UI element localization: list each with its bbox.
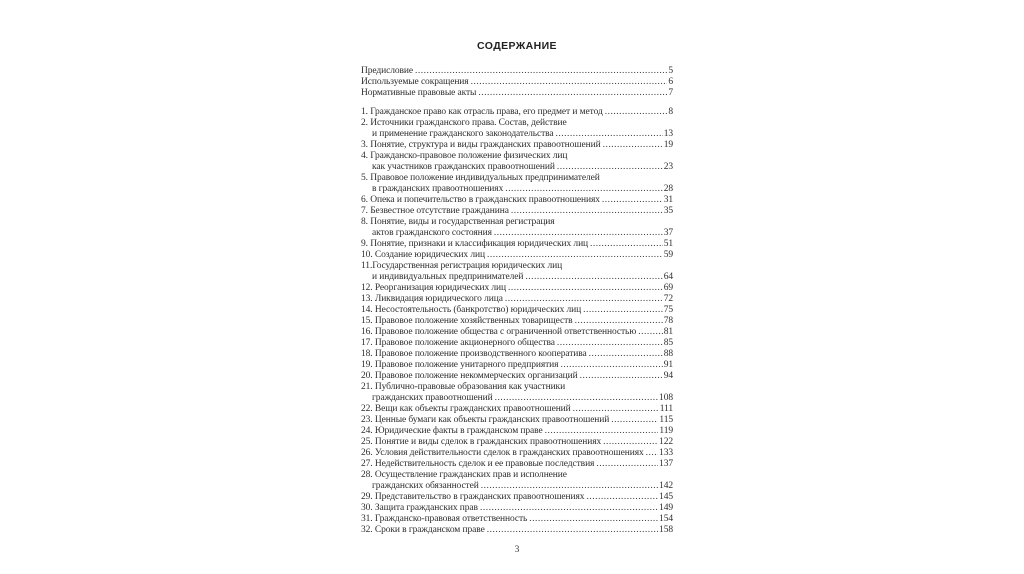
toc-entry-line <box>361 151 673 162</box>
dot-leader <box>573 404 659 415</box>
dot-leader <box>511 206 663 217</box>
toc-entry-line <box>361 195 673 206</box>
toc-entry <box>361 459 673 470</box>
toc-entry <box>361 77 673 88</box>
toc-entry <box>361 371 673 382</box>
toc-entry-line <box>361 66 673 77</box>
toc-entry <box>361 360 673 371</box>
toc-entry-text: 24. Юридические факты в гражданском праве <box>361 426 543 436</box>
toc-entry <box>361 327 673 338</box>
toc-entry-page: 72 <box>663 294 673 304</box>
dot-leader <box>505 294 663 305</box>
toc-entry-page: 137 <box>659 459 673 469</box>
dot-leader <box>471 77 668 88</box>
toc-entry-text: 31. Гражданско-правовая ответственность <box>361 514 528 524</box>
toc-entry-page: 88 <box>663 349 673 359</box>
toc-entry-text: Предисловие <box>361 66 414 76</box>
toc-entry-page: 111 <box>659 404 673 414</box>
toc-entry-page: 6 <box>668 77 673 87</box>
toc-entry <box>361 470 673 492</box>
toc-entry-list <box>361 107 673 536</box>
toc-entry-page: 37 <box>663 228 673 238</box>
toc-entry <box>361 338 673 349</box>
toc-entry-line <box>361 250 673 261</box>
toc-entry <box>361 426 673 437</box>
toc-entry-text: 11.Государственная регистрация юридических лиц <box>361 261 563 271</box>
toc-entry-line <box>361 272 673 283</box>
dot-leader <box>480 503 658 514</box>
toc-entry-line <box>361 162 673 173</box>
dot-leader <box>556 129 663 140</box>
toc-entry-page: 119 <box>659 426 673 436</box>
toc-entry-line <box>361 404 673 415</box>
toc-entry <box>361 316 673 327</box>
toc-entry-page: 69 <box>663 283 673 293</box>
toc-entry-line <box>361 393 673 404</box>
toc-entry-page: 145 <box>659 492 673 502</box>
toc-entry-text: Используемые сокращения <box>361 77 469 87</box>
toc-entry-text: 20. Правовое положение некоммерческих организаций <box>361 371 578 381</box>
toc-entry-text: 23. Ценные бумаги как объекты гражданских правоотношений <box>361 415 610 425</box>
toc-entry-line <box>361 459 673 470</box>
toc-entry-page: 108 <box>659 393 673 403</box>
toc-entry-line <box>361 360 673 371</box>
page-number: 3 <box>514 545 520 555</box>
toc-entry-text: 21. Публично-правовые образования как участники <box>361 382 566 392</box>
toc-entry-line <box>361 228 673 239</box>
toc-entry-text: 2. Источники гражданского права. Состав, действие <box>361 118 567 128</box>
toc-entry-text: гражданских правоотношений <box>372 393 493 403</box>
toc-entry <box>361 283 673 294</box>
toc-entry <box>361 195 673 206</box>
toc-entry-page: 91 <box>663 360 673 370</box>
toc-entry-text: как участников гражданских правоотношений <box>372 162 555 172</box>
toc-entry <box>361 140 673 151</box>
toc-entry-line <box>361 140 673 151</box>
toc-entry-text: 14. Несостоятельность (банкротство) юридических лиц <box>361 305 582 315</box>
dot-leader <box>487 525 658 536</box>
dot-leader <box>589 349 663 360</box>
toc-entry-page: 85 <box>663 338 673 348</box>
toc-entry-page: 64 <box>663 272 673 282</box>
toc-entry-text: 27. Недействительность сделок и ее правовые последствия <box>361 459 595 469</box>
toc-entry-line <box>361 283 673 294</box>
dot-leader <box>560 360 662 371</box>
toc-entry-page: 78 <box>663 316 673 326</box>
toc-entry-line <box>361 261 673 272</box>
front-matter-list <box>361 66 673 99</box>
toc-entry-page: 133 <box>659 448 673 458</box>
toc-entry-line <box>361 371 673 382</box>
toc-entry-text: в гражданских правоотношениях <box>372 184 504 194</box>
toc-entry-page: 122 <box>659 437 673 447</box>
dot-leader <box>605 107 668 118</box>
toc-entry-line <box>361 514 673 525</box>
dot-leader <box>487 250 663 261</box>
toc-entry-page: 19 <box>663 140 673 150</box>
toc-entry <box>361 415 673 426</box>
toc-entry-line <box>361 426 673 437</box>
toc-entry-line <box>361 239 673 250</box>
dot-leader <box>580 371 663 382</box>
toc-entry-page: 13 <box>663 129 673 139</box>
toc-entry-text: 15. Правовое положение хозяйственных товариществ <box>361 316 573 326</box>
toc-entry-line <box>361 305 673 316</box>
toc-entry <box>361 261 673 283</box>
toc-entry-line <box>361 118 673 129</box>
toc-entry <box>361 514 673 525</box>
toc-entry-page: 31 <box>663 195 673 205</box>
toc-entry-text: 19. Правовое положение унитарного предприятия <box>361 360 559 370</box>
toc-entry-line <box>361 107 673 118</box>
toc-entry-page: 5 <box>668 66 673 76</box>
toc-entry-line <box>361 129 673 140</box>
toc-entry-text: 1. Гражданское право как отрасль права, его предмет и метод <box>361 107 603 117</box>
toc-entry-line <box>361 503 673 514</box>
toc-entry-line <box>361 338 673 349</box>
dot-leader <box>505 184 662 195</box>
toc-entry <box>361 118 673 140</box>
dot-leader <box>481 481 658 492</box>
dot-leader <box>557 338 663 349</box>
toc-entry-text: 22. Вещи как объекты гражданских правоотношений <box>361 404 571 414</box>
toc-entry-text: и применение гражданского законодательства <box>372 129 554 139</box>
toc-entry-line <box>361 294 673 305</box>
toc-entry-page: 158 <box>659 525 673 535</box>
toc-entry <box>361 66 673 77</box>
toc-entry-page: 75 <box>663 305 673 315</box>
dot-leader <box>583 305 663 316</box>
toc-entry <box>361 404 673 415</box>
page-title: СОДЕРЖАНИЕ <box>477 40 557 52</box>
dot-leader <box>596 459 658 470</box>
toc-entry-line <box>361 88 673 99</box>
toc-entry-text: 8. Понятие, виды и государственная регистрация <box>361 217 555 227</box>
toc-entry-text: 18. Правовое положение производственного кооператива <box>361 349 587 359</box>
toc-entry-page: 59 <box>663 250 673 260</box>
dot-leader <box>478 88 667 99</box>
toc-entry-text: 4. Гражданско-правовое положение физических лиц <box>361 151 568 161</box>
toc-entry <box>361 448 673 459</box>
toc-entry-page: 149 <box>659 503 673 513</box>
toc-entry-line <box>361 492 673 503</box>
dot-leader <box>495 393 658 404</box>
toc-entry-text: 30. Защита гражданских прав <box>361 503 478 513</box>
toc-entry-line <box>361 470 673 481</box>
dot-leader <box>508 283 663 294</box>
toc-entry-text: 5. Правовое положение индивидуальных предпринимателей <box>361 173 600 183</box>
toc-entry-text: 28. Осуществление гражданских прав и исполнение <box>361 470 567 480</box>
toc-column <box>361 40 673 555</box>
toc-entry-text: 7. Безвестное отсутствие гражданина <box>361 206 509 216</box>
toc-entry <box>361 305 673 316</box>
dot-leader <box>611 415 658 426</box>
toc-entry-text: 6. Опека и попечительство в гражданских правоотношениях <box>361 195 600 205</box>
toc-entry-text: и индивидуальных предпринимателей <box>372 272 524 282</box>
toc-entry-text: 10. Создание юридических лиц <box>361 250 485 260</box>
dot-leader <box>603 437 658 448</box>
toc-entry-page: 51 <box>663 239 673 249</box>
dot-leader <box>575 316 663 327</box>
toc-entry-page: 154 <box>659 514 673 524</box>
toc-entry-page: 28 <box>663 184 673 194</box>
toc-entry-line <box>361 173 673 184</box>
toc-entry <box>361 151 673 173</box>
toc-entry-line <box>361 437 673 448</box>
dot-leader <box>603 140 663 151</box>
dot-leader <box>602 195 663 206</box>
toc-entry <box>361 250 673 261</box>
toc-entry-text: 3. Понятие, структура и виды гражданских правоотношений <box>361 140 601 150</box>
toc-entry-page: 142 <box>659 481 673 491</box>
toc-entry <box>361 294 673 305</box>
toc-entry <box>361 525 673 536</box>
toc-entry-line <box>361 525 673 536</box>
dot-leader <box>646 448 658 459</box>
toc-entry <box>361 382 673 404</box>
toc-entry <box>361 239 673 250</box>
toc-entry <box>361 88 673 99</box>
dot-leader <box>586 492 658 503</box>
toc-entry-line <box>361 184 673 195</box>
toc-entry-line <box>361 349 673 360</box>
dot-leader <box>494 228 663 239</box>
dot-leader <box>590 239 663 250</box>
toc-entry-page: 35 <box>663 206 673 216</box>
toc-entry-page: 115 <box>659 415 673 425</box>
toc-entry-text: 26. Условия действительности сделок в гражданских правоотношениях <box>361 448 644 458</box>
toc-entry-line <box>361 448 673 459</box>
toc-entry-line <box>361 316 673 327</box>
toc-entry-page: 81 <box>663 327 673 337</box>
toc-entry-line <box>361 217 673 228</box>
toc-entry <box>361 349 673 360</box>
toc-entry-text: 17. Правовое положение акционерного общества <box>361 338 555 348</box>
toc-entry-line <box>361 206 673 217</box>
dot-leader <box>638 327 662 338</box>
toc-entry-text: 9. Понятие, признаки и классификация юридических лиц <box>361 239 589 249</box>
dot-leader <box>525 272 662 283</box>
toc-entry-text: 25. Понятие и виды сделок в гражданских правоотношениях <box>361 437 602 447</box>
toc-entry <box>361 173 673 195</box>
toc-entry-line <box>361 415 673 426</box>
toc-entry-page: 7 <box>668 88 673 98</box>
toc-entry-line <box>361 481 673 492</box>
toc-entry-text: 12. Реорганизация юридических лиц <box>361 283 507 293</box>
toc-entry <box>361 492 673 503</box>
toc-entry <box>361 206 673 217</box>
toc-entry <box>361 437 673 448</box>
toc-entry-text: актов гражданского состояния <box>372 228 492 238</box>
toc-entry-page: 23 <box>663 162 673 172</box>
dot-leader <box>545 426 659 437</box>
toc-entry-line <box>361 327 673 338</box>
dot-leader <box>557 162 663 173</box>
toc-entry-text: 16. Правовое положение общества с ограниченной ответственностью <box>361 327 637 337</box>
toc-entry-text: 29. Представительство в гражданских правоотношениях <box>361 492 585 502</box>
toc-entry <box>361 217 673 239</box>
toc-entry <box>361 503 673 514</box>
toc-entry-text: 13. Ликвидация юридического лица <box>361 294 503 304</box>
toc-entry <box>361 107 673 118</box>
dot-leader <box>529 514 658 525</box>
toc-entry-line <box>361 77 673 88</box>
toc-entry-page: 8 <box>668 107 673 117</box>
dot-leader <box>415 66 667 77</box>
toc-entry-page: 94 <box>663 371 673 381</box>
toc-entry-line <box>361 382 673 393</box>
toc-entry-text: гражданских обязанностей <box>372 481 479 491</box>
toc-entry-text: Нормативные правовые акты <box>361 88 477 98</box>
toc-entry-text: 32. Сроки в гражданском праве <box>361 525 485 535</box>
